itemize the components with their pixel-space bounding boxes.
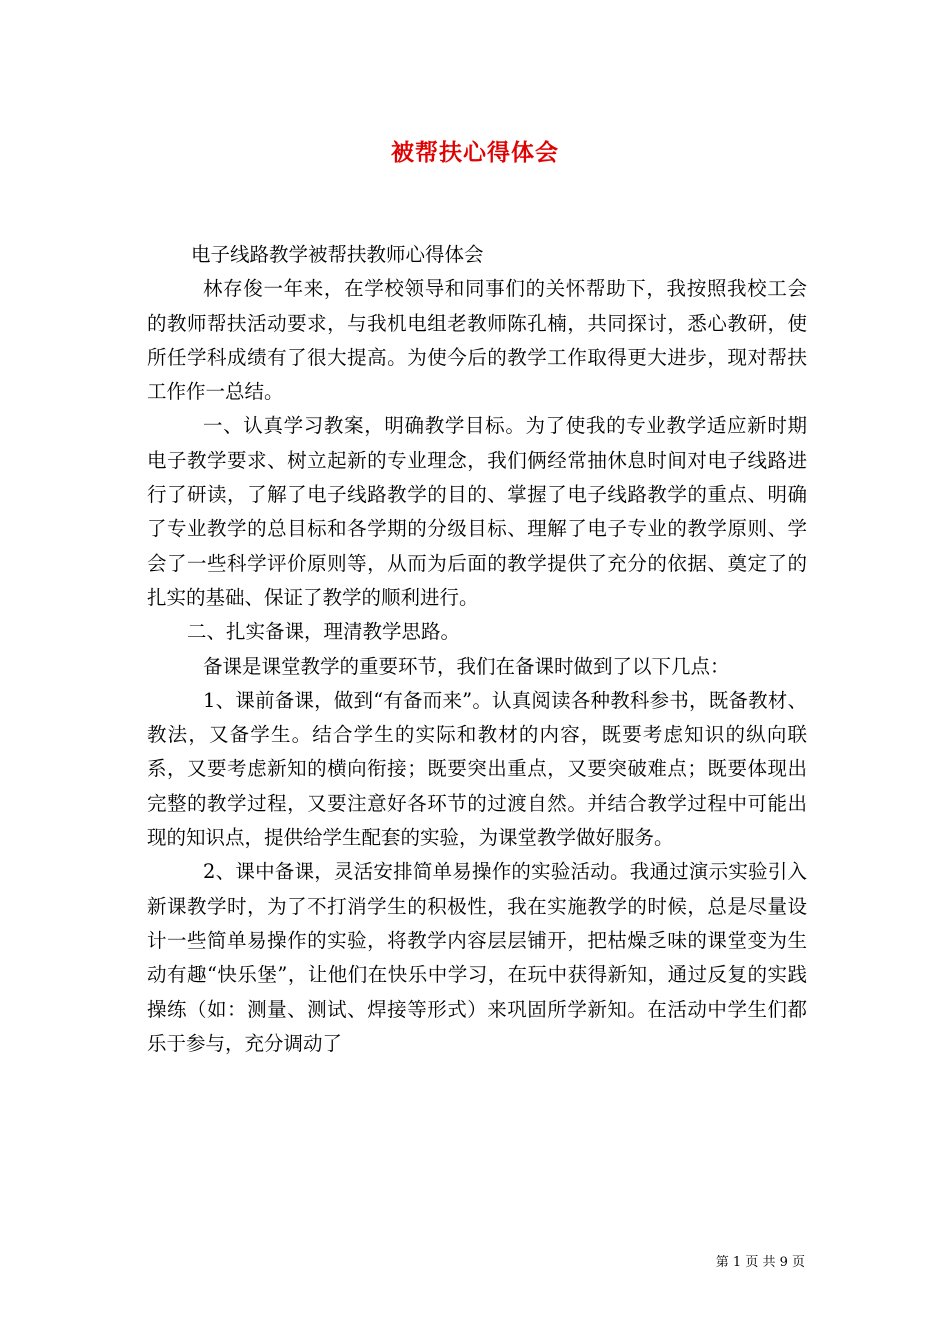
paragraph-section-1: 一、认真学习教案，明确教学目标。为了使我的专业教学适应新时期电子教学要求、树立起新的专业理念，我们俩经常抽休息时间对电子线路进行了研读，了解了电子线路教学的目的、掌握了电子线路教学的重点、明确了专业教学的总目标和各学期的分级目标、理解了电子专业的教学原则、学会了一些科学评价原则等，从而为后面的教学提供了充分的依据、奠定了的扎实的基础、保证了教学的顺利进行。 [147,414,807,609]
page-number: 第 1 页 共 9 页 [715,1255,805,1270]
paragraph-section-2-heading: 二、扎实备课，理清教学思路。 [187,620,461,644]
paragraph-intro: 林存俊一年来，在学校领导和同事们的关怀帮助下，我按照我校工会的教师帮扶活动要求，与我机电组老教师陈孔楠，共同探讨，悉心教研，使所任学科成绩有了很大提高。为使今后的教学工作取得更大进步，现对帮扶工作作一总结。 [147,277,807,404]
paragraph-prep-intro: 备课是课堂教学的重要环节，我们在备课时做到了以下几点： [203,654,730,678]
paragraph-prep-point-1: 1、课前备课，做到“有备而来”。认真阅读各种教科参书，既备教材、教法，又备学生。结合学生的实际和教材的内容，既要考虑知识的纵向联系，又要考虑新知的横向衔接；既要突出重点，又要突破难点；既要体现出完整的教学过程，又要注意好各环节的过渡自然。并结合教学过程中可能出现的知识点，提供给学生配套的实验，为课堂教学做好服务。 [147,688,807,850]
document-subtitle: 电子线路教学被帮扶教师心得体会 [191,243,484,266]
paragraph-prep-point-2: 2、课中备课，灵活安排简单易操作的实验活动。我通过演示实验引入新课教学时，为了不打消学生的积极性，我在实施教学的时候，总是尽量设计一些简单易操作的实验，将教学内容层层铺开，把枯燥乏味的课堂变为生动有趣“快乐堡”，让他们在快乐中学习，在玩中获得新知，通过反复的实践操练（如：测量、测试、焊接等形式）来巩固所学新知。在活动中学生们都乐于参与，充分调动了 [147,860,807,1055]
document-title: 被帮扶心得体会 [391,139,559,166]
document-body [147,238,807,1061]
